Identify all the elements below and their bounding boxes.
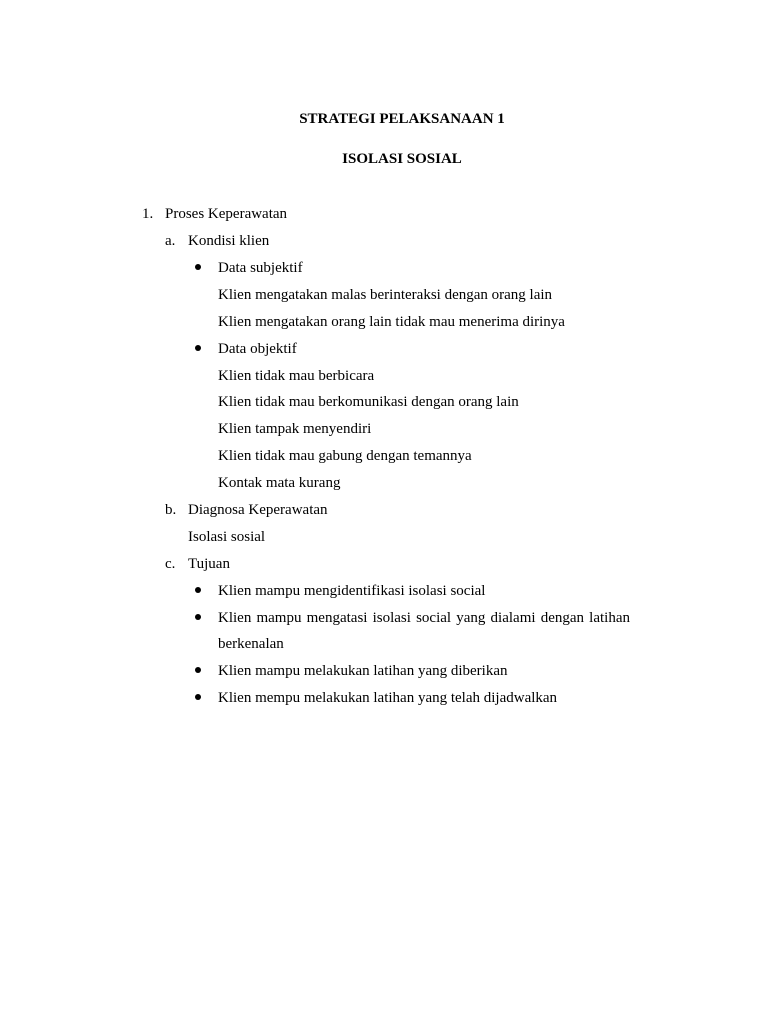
goal-item: Klien mempu melakukan latihan yang telah dijadwalkan bbox=[218, 690, 558, 706]
objective-item: Klien tidak mau gabung dengan temannya bbox=[218, 448, 472, 464]
bullet-icon bbox=[195, 345, 201, 351]
bullet-icon bbox=[195, 614, 201, 620]
section-number: 1. bbox=[142, 206, 154, 222]
subjective-item: Klien mengatakan malas berinteraksi dengan orang lain bbox=[218, 287, 553, 303]
subjective-data-label: Data subjektif bbox=[218, 260, 303, 276]
objective-item: Klien tidak mau berbicara bbox=[218, 368, 375, 384]
bullet-icon bbox=[195, 587, 201, 593]
subsection-heading-a: Kondisi klien bbox=[188, 233, 270, 249]
bullet-icon bbox=[195, 694, 201, 700]
subsection-heading-b: Diagnosa Keperawatan bbox=[188, 502, 328, 518]
subsection-marker-c: c. bbox=[165, 556, 176, 572]
diagnosis-text: Isolasi sosial bbox=[188, 529, 266, 545]
section-heading: Proses Keperawatan bbox=[165, 206, 288, 222]
goal-item: Klien mampu mengidentifikasi isolasi social bbox=[218, 583, 486, 599]
objective-data-label: Data objektif bbox=[218, 341, 297, 357]
document-title: STRATEGI PELAKSANAAN 1 bbox=[299, 111, 505, 127]
goal-item-continuation: berkenalan bbox=[218, 636, 284, 652]
goal-item: Klien mampu mengatasi isolasi social yang dialami dengan latihan bbox=[218, 610, 630, 626]
goal-item: Klien mampu melakukan latihan yang diberikan bbox=[218, 663, 508, 679]
objective-item: Kontak mata kurang bbox=[218, 475, 341, 491]
subsection-heading-c: Tujuan bbox=[188, 556, 230, 572]
bullet-icon bbox=[195, 264, 201, 270]
document-subtitle: ISOLASI SOSIAL bbox=[342, 151, 462, 167]
objective-item: Klien tampak menyendiri bbox=[218, 421, 372, 437]
objective-item: Klien tidak mau berkomunikasi dengan orang lain bbox=[218, 394, 519, 410]
subsection-marker-b: b. bbox=[165, 502, 177, 518]
bullet-icon bbox=[195, 667, 201, 673]
subsection-marker-a: a. bbox=[165, 233, 176, 249]
subjective-item: Klien mengatakan orang lain tidak mau menerima dirinya bbox=[218, 314, 565, 330]
